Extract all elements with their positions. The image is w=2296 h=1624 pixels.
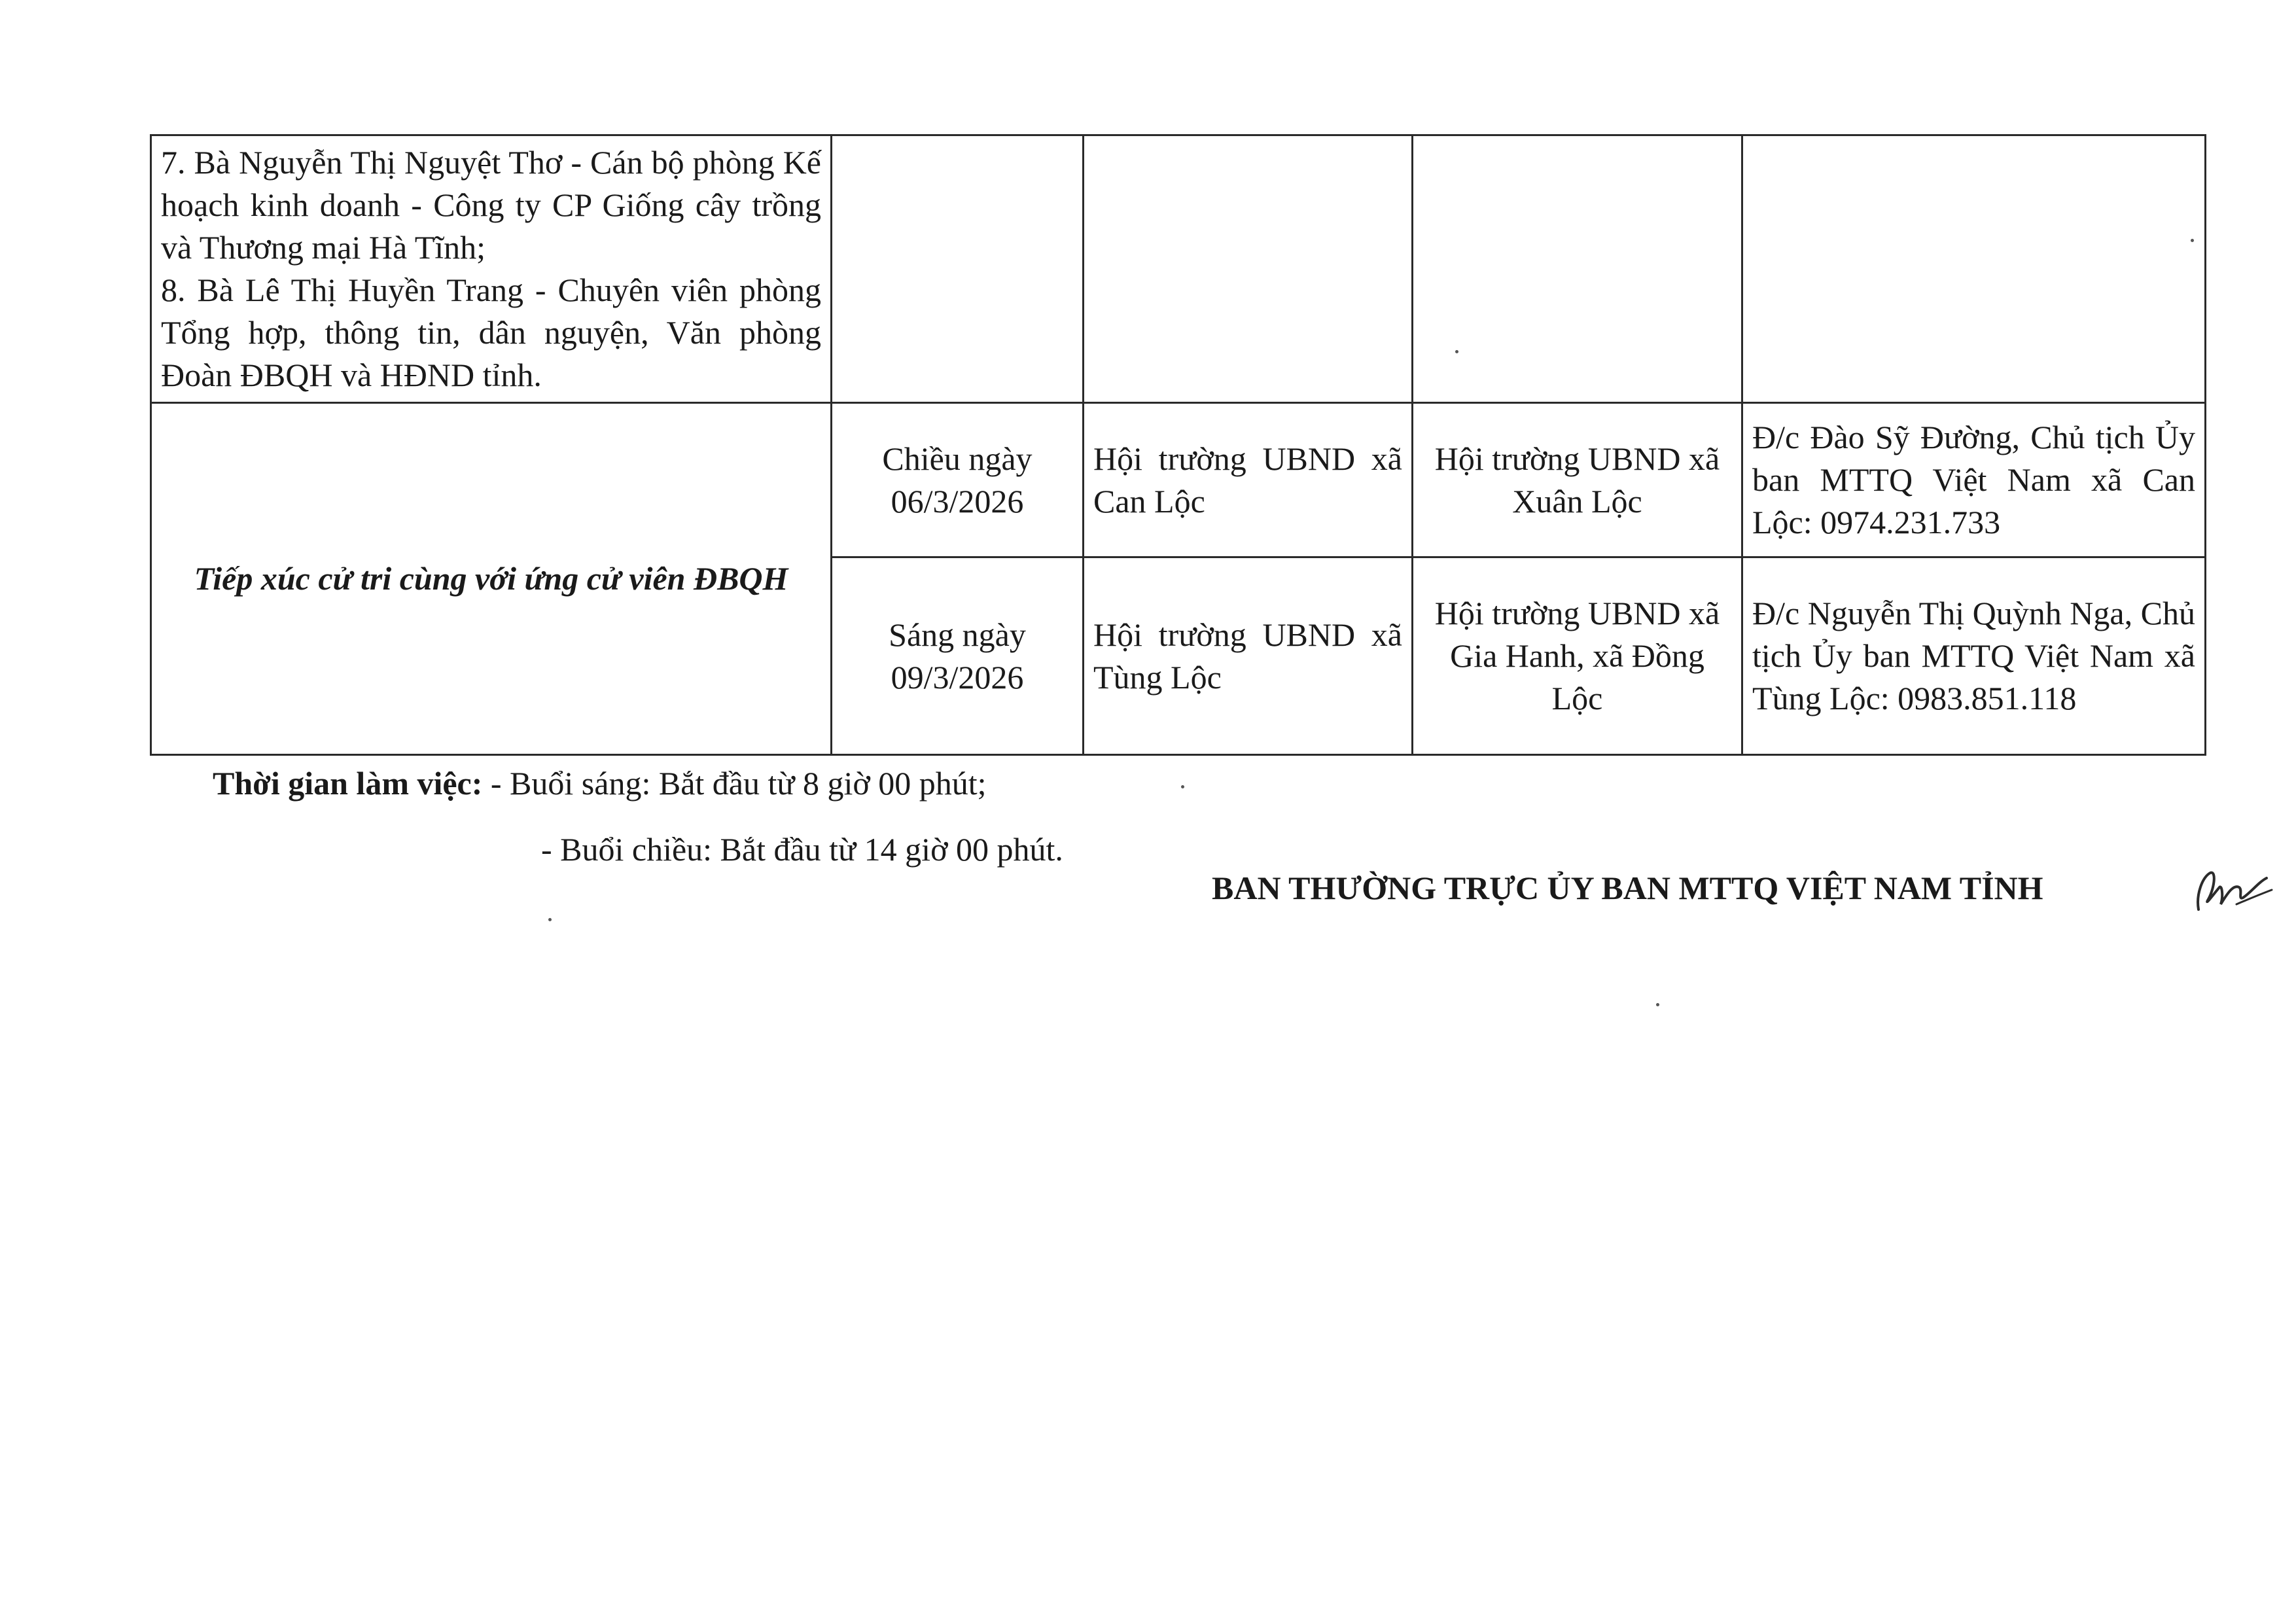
- session-time: Chiều ngày 06/3/2026: [832, 403, 1084, 557]
- session-place: Hội trường UBND xã Gia Hanh, xã Đồng Lộc: [1413, 557, 1742, 755]
- activity-cell: Tiếp xúc cử tri cùng với ứng cử viên ĐBQH: [151, 403, 832, 755]
- session-venue: Hội trường UBND xã Can Lộc: [1084, 403, 1413, 557]
- empty-cell: [1084, 135, 1413, 403]
- schedule-table: [150, 134, 2206, 756]
- session-contact: Đ/c Nguyễn Thị Quỳnh Nga, Chủ tịch Ủy ban MTTQ Việt Nam xã Tùng Lộc: 0983.851.118: [1742, 557, 2206, 755]
- member-item-8: 8. Bà Lê Thị Huyền Trang - Chuyên viên phòng Tổng hợp, thông tin, dân nguyện, Văn phòng Đoàn ĐBQH và HĐND tỉnh.: [161, 272, 821, 393]
- members-cell: [151, 135, 832, 403]
- table-row: [151, 403, 2206, 557]
- empty-cell: [1413, 135, 1742, 403]
- table-row: [151, 135, 2206, 403]
- handwritten-signature: [2191, 858, 2276, 917]
- member-item-7: 7. Bà Nguyễn Thị Nguyệt Thơ - Cán bộ phòng Kế hoạch kinh doanh - Công ty CP Giống cây trồng và Thương mại Hà Tĩnh;: [161, 144, 821, 266]
- session-contact: Đ/c Đào Sỹ Đường, Chủ tịch Ủy ban MTTQ Việt Nam xã Can Lộc: 0974.231.733: [1742, 403, 2206, 557]
- scan-speck: [1656, 1003, 1659, 1006]
- session-venue: Hội trường UBND xã Tùng Lộc: [1084, 557, 1413, 755]
- working-time-morning: - Buổi sáng: Bắt đầu từ 8 giờ 00 phút;: [490, 765, 987, 802]
- empty-cell: [832, 135, 1084, 403]
- working-time-afternoon: - Buổi chiều: Bắt đầu từ 14 giờ 00 phút.: [541, 831, 1063, 868]
- working-time-label: Thời gian làm việc:: [213, 765, 483, 802]
- working-time: [213, 762, 1063, 871]
- working-time-morning-line: [213, 762, 1063, 805]
- scan-speck: [1455, 350, 1458, 353]
- scan-speck: [548, 918, 552, 921]
- signature-title: BAN THƯỜNG TRỰC ỦY BAN MTTQ VIỆT NAM TỈNH: [1212, 870, 2043, 906]
- scan-speck: [2191, 239, 2194, 242]
- session-time: Sáng ngày 09/3/2026: [832, 557, 1084, 755]
- scan-speck: [1181, 785, 1184, 788]
- empty-cell: [1742, 135, 2206, 403]
- session-place: Hội trường UBND xã Xuân Lộc: [1413, 403, 1742, 557]
